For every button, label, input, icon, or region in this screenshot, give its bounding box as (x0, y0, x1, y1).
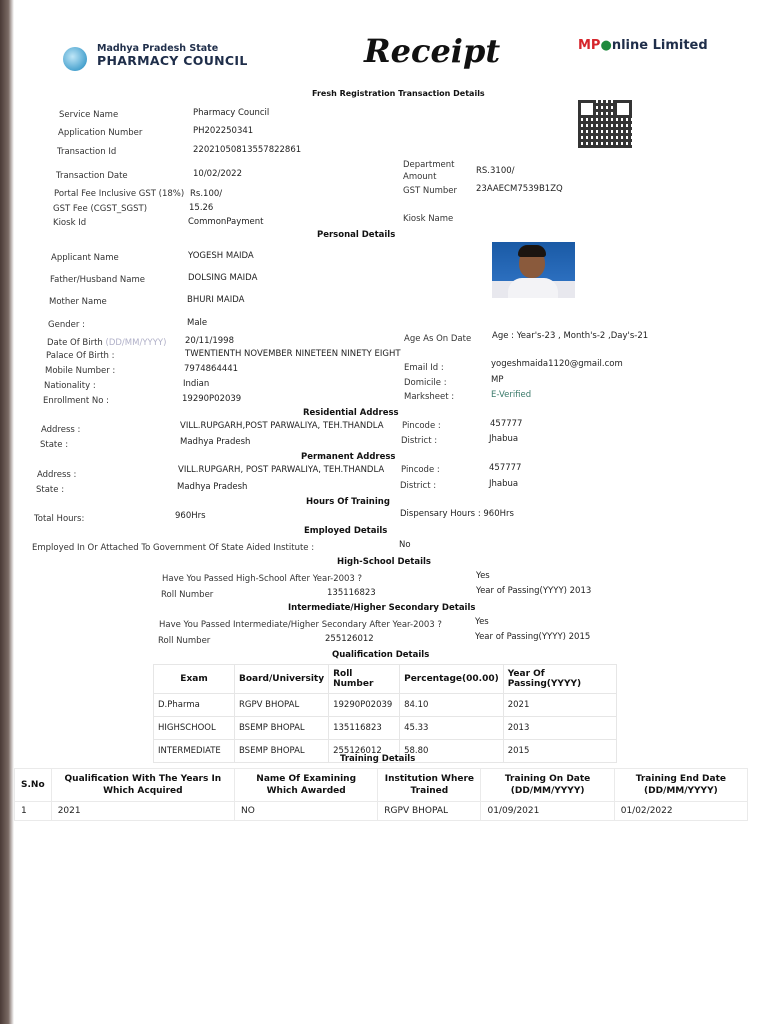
permanent-address-label: Address : (37, 470, 77, 480)
qualification-cell: 45.33 (400, 717, 504, 740)
training-header-examining-body: Name Of Examining Which Awarded (235, 769, 378, 802)
mobile-label: Mobile Number : (45, 366, 116, 376)
qualification-header-board: Board/University (235, 665, 329, 694)
total-hours-value: 960Hrs (175, 511, 206, 521)
residential-pincode-label: Pincode : (402, 421, 441, 431)
qualification-cell: INTERMEDIATE (154, 740, 235, 763)
total-hours-label: Total Hours: (34, 514, 85, 524)
residential-pincode-value: 457777 (490, 419, 523, 429)
section-transaction-title: Fresh Registration Transaction Details (312, 89, 485, 98)
section-personal-title: Personal Details (317, 230, 396, 240)
gst-number-label: GST Number (403, 186, 458, 196)
page-title: Receipt (364, 32, 501, 70)
applicant-name-value: YOGESH MAIDA (188, 251, 254, 261)
training-cell: RGPV BHOPAL (378, 802, 481, 821)
org-name-line1: Madhya Pradesh State (97, 43, 219, 54)
section-employed-title: Employed Details (304, 526, 388, 536)
intermediate-year: Year of Passing(YYYY) 2015 (475, 632, 591, 642)
employed-question: Employed In Or Attached To Government Of State Aided Institute : (32, 543, 315, 553)
qualification-cell: 84.10 (400, 694, 504, 717)
age-label: Age As On Date (404, 334, 472, 344)
applicant-photo (492, 242, 575, 298)
section-residential-title: Residential Address (303, 408, 399, 418)
residential-district-value: Jhabua (489, 434, 519, 444)
father-name-value: DOLSING MAIDA (188, 273, 258, 283)
gst-number-value: 23AAECM7539B1ZQ (476, 184, 563, 194)
highschool-answer: Yes (476, 571, 490, 581)
mother-name-label: Mother Name (49, 297, 107, 307)
qualification-cell: 58.80 (400, 740, 504, 763)
org-name-line2: PHARMACY COUNCIL (97, 53, 248, 68)
mponline-logo (578, 38, 708, 53)
dob-label-text: Date Of Birth (47, 338, 103, 348)
applicant-name-label: Applicant Name (51, 253, 119, 263)
permanent-pincode-value: 457777 (489, 463, 522, 473)
highschool-roll-label: Roll Number (161, 590, 214, 600)
intermediate-roll-label: Roll Number (158, 636, 211, 646)
dispensary-hours: Dispensary Hours : 960Hrs (400, 509, 514, 519)
training-cell: 01/09/2021 (481, 802, 614, 821)
training-header-start-date: Training On Date (DD/MM/YYYY) (481, 769, 614, 802)
training-table (14, 768, 748, 821)
department-amount-label-2: Amount (403, 172, 437, 182)
residential-state-value: Madhya Pradesh (180, 437, 251, 447)
dob-format-hint: (DD/MM/YYYY) (105, 338, 167, 348)
qualification-cell: HIGHSCHOOL (154, 717, 235, 740)
nationality-label: Nationality : (44, 381, 96, 391)
qualification-table (153, 664, 617, 763)
highschool-year: Year of Passing(YYYY) 2013 (476, 586, 592, 596)
service-name-label: Service Name (59, 110, 119, 120)
qualification-cell: 2015 (503, 740, 616, 763)
application-number-value: PH202250341 (193, 126, 254, 136)
marksheet-value: E-Verified (491, 390, 532, 400)
email-value: yogeshmaida1120@gmail.com (491, 359, 623, 369)
qualification-cell: RGPV BHOPAL (235, 694, 329, 717)
qualification-header-row (154, 665, 617, 694)
mobile-value: 7974864441 (184, 364, 239, 374)
highschool-roll-value: 135116823 (327, 588, 376, 598)
nationality-value: Indian (183, 379, 210, 389)
mother-name-value: BHURI MAIDA (187, 295, 245, 305)
portal-fee-value: Rs.100/ (190, 189, 223, 199)
training-header-row (15, 769, 748, 802)
training-header-qualification: Qualification With The Years In Which Acquired (51, 769, 234, 802)
globe-icon: ● (600, 38, 612, 53)
section-hours-title: Hours Of Training (306, 497, 390, 507)
qualification-header-percentage: Percentage(00.00) (400, 665, 504, 694)
employed-answer: No (399, 540, 411, 550)
table-row (15, 802, 748, 821)
kiosk-name-label: Kiosk Name (403, 214, 454, 224)
place-of-birth-label: Palace Of Birth : (46, 351, 115, 361)
residential-address-value: VILL.RUPGARH,POST PARWALIYA, TEH.THANDLA (180, 421, 384, 431)
department-amount-label-1: Department (403, 160, 455, 170)
transaction-date-label: Transaction Date (56, 171, 128, 181)
section-permanent-title: Permanent Address (301, 452, 396, 462)
training-cell: 2021 (51, 802, 234, 821)
service-name-value: Pharmacy Council (193, 108, 270, 118)
domicile-value: MP (491, 375, 504, 385)
permanent-state-value: Madhya Pradesh (177, 482, 248, 492)
application-number-label: Application Number (58, 128, 143, 138)
qualification-cell: BSEMP BHOPAL (235, 717, 329, 740)
mponline-logo-mp: MP (578, 38, 601, 53)
photo-shirt (508, 278, 558, 298)
training-header-sno: S.No (15, 769, 52, 802)
residential-address-label: Address : (41, 425, 81, 435)
intermediate-roll-value: 255126012 (325, 634, 374, 644)
qualification-header-year: Year Of Passing(YYYY) (503, 665, 616, 694)
transaction-date-value: 10/02/2022 (193, 169, 242, 179)
section-training-title: Training Details (340, 754, 416, 764)
intermediate-answer: Yes (475, 617, 489, 627)
qualification-header-roll: Roll Number (329, 665, 400, 694)
qualification-header-exam: Exam (154, 665, 235, 694)
kiosk-id-label: Kiosk Id (53, 218, 87, 228)
qualification-cell: 255126012 (329, 740, 400, 763)
council-logo-icon (63, 47, 87, 71)
domicile-label: Domicile : (404, 378, 447, 388)
highschool-question: Have You Passed High-School After Year-2003 ? (162, 574, 363, 584)
mponline-logo-text: nline Limited (611, 38, 708, 53)
section-qualification-title: Qualification Details (332, 650, 430, 660)
permanent-address-value: VILL.RUPGARH, POST PARWALIYA, TEH.THANDLA (178, 465, 385, 475)
training-cell: 01/02/2022 (614, 802, 747, 821)
transaction-id-label: Transaction Id (57, 147, 117, 157)
enrollment-value: 19290P02039 (182, 394, 242, 404)
qualification-cell: 2021 (503, 694, 616, 717)
portal-fee-label: Portal Fee Inclusive GST (18%) (54, 189, 185, 199)
qualification-cell: 2013 (503, 717, 616, 740)
table-row (154, 717, 617, 740)
qualification-cell: 19290P02039 (329, 694, 400, 717)
qualification-cell: D.Pharma (154, 694, 235, 717)
age-value: Age : Year's-23 , Month's-2 ,Day's-21 (492, 331, 649, 341)
permanent-state-label: State : (36, 485, 65, 495)
qr-code-icon (578, 100, 632, 148)
training-cell: 1 (15, 802, 52, 821)
page-edge-shadow (0, 0, 14, 1024)
qualification-cell: 135116823 (329, 717, 400, 740)
department-amount-value: RS.3100/ (476, 166, 515, 176)
training-header-institution: Institution Where Trained (378, 769, 481, 802)
place-of-birth-value: TWENTIENTH NOVEMBER NINETEEN NINETY EIGHT (185, 349, 401, 359)
marksheet-label: Marksheet : (404, 392, 455, 402)
gst-fee-value: 15.26 (189, 203, 214, 213)
permanent-district-label: District : (400, 481, 437, 491)
residential-state-label: State : (40, 440, 69, 450)
table-row (154, 694, 617, 717)
gender-value: Male (187, 318, 208, 328)
father-name-label: Father/Husband Name (50, 275, 145, 285)
enrollment-label: Enrollment No : (43, 396, 110, 406)
gender-label: Gender : (48, 320, 85, 330)
qualification-cell: BSEMP BHOPAL (235, 740, 329, 763)
dob-label (47, 338, 166, 348)
permanent-district-value: Jhabua (489, 479, 519, 489)
permanent-pincode-label: Pincode : (401, 465, 440, 475)
training-header-end-date: Training End Date (DD/MM/YYYY) (614, 769, 747, 802)
kiosk-id-value: CommonPayment (188, 217, 264, 227)
intermediate-question: Have You Passed Intermediate/Higher Secondary After Year-2003 ? (159, 620, 442, 630)
email-label: Email Id : (404, 363, 444, 373)
section-highschool-title: High-School Details (337, 557, 431, 567)
dob-value: 20/11/1998 (185, 336, 234, 346)
photo-hair (518, 245, 546, 257)
training-cell: NO (235, 802, 378, 821)
transaction-id-value: 22021050813557822861 (193, 145, 302, 155)
section-intermediate-title: Intermediate/Higher Secondary Details (288, 603, 476, 613)
residential-district-label: District : (401, 436, 438, 446)
gst-fee-label: GST Fee (CGST_SGST) (53, 204, 148, 214)
